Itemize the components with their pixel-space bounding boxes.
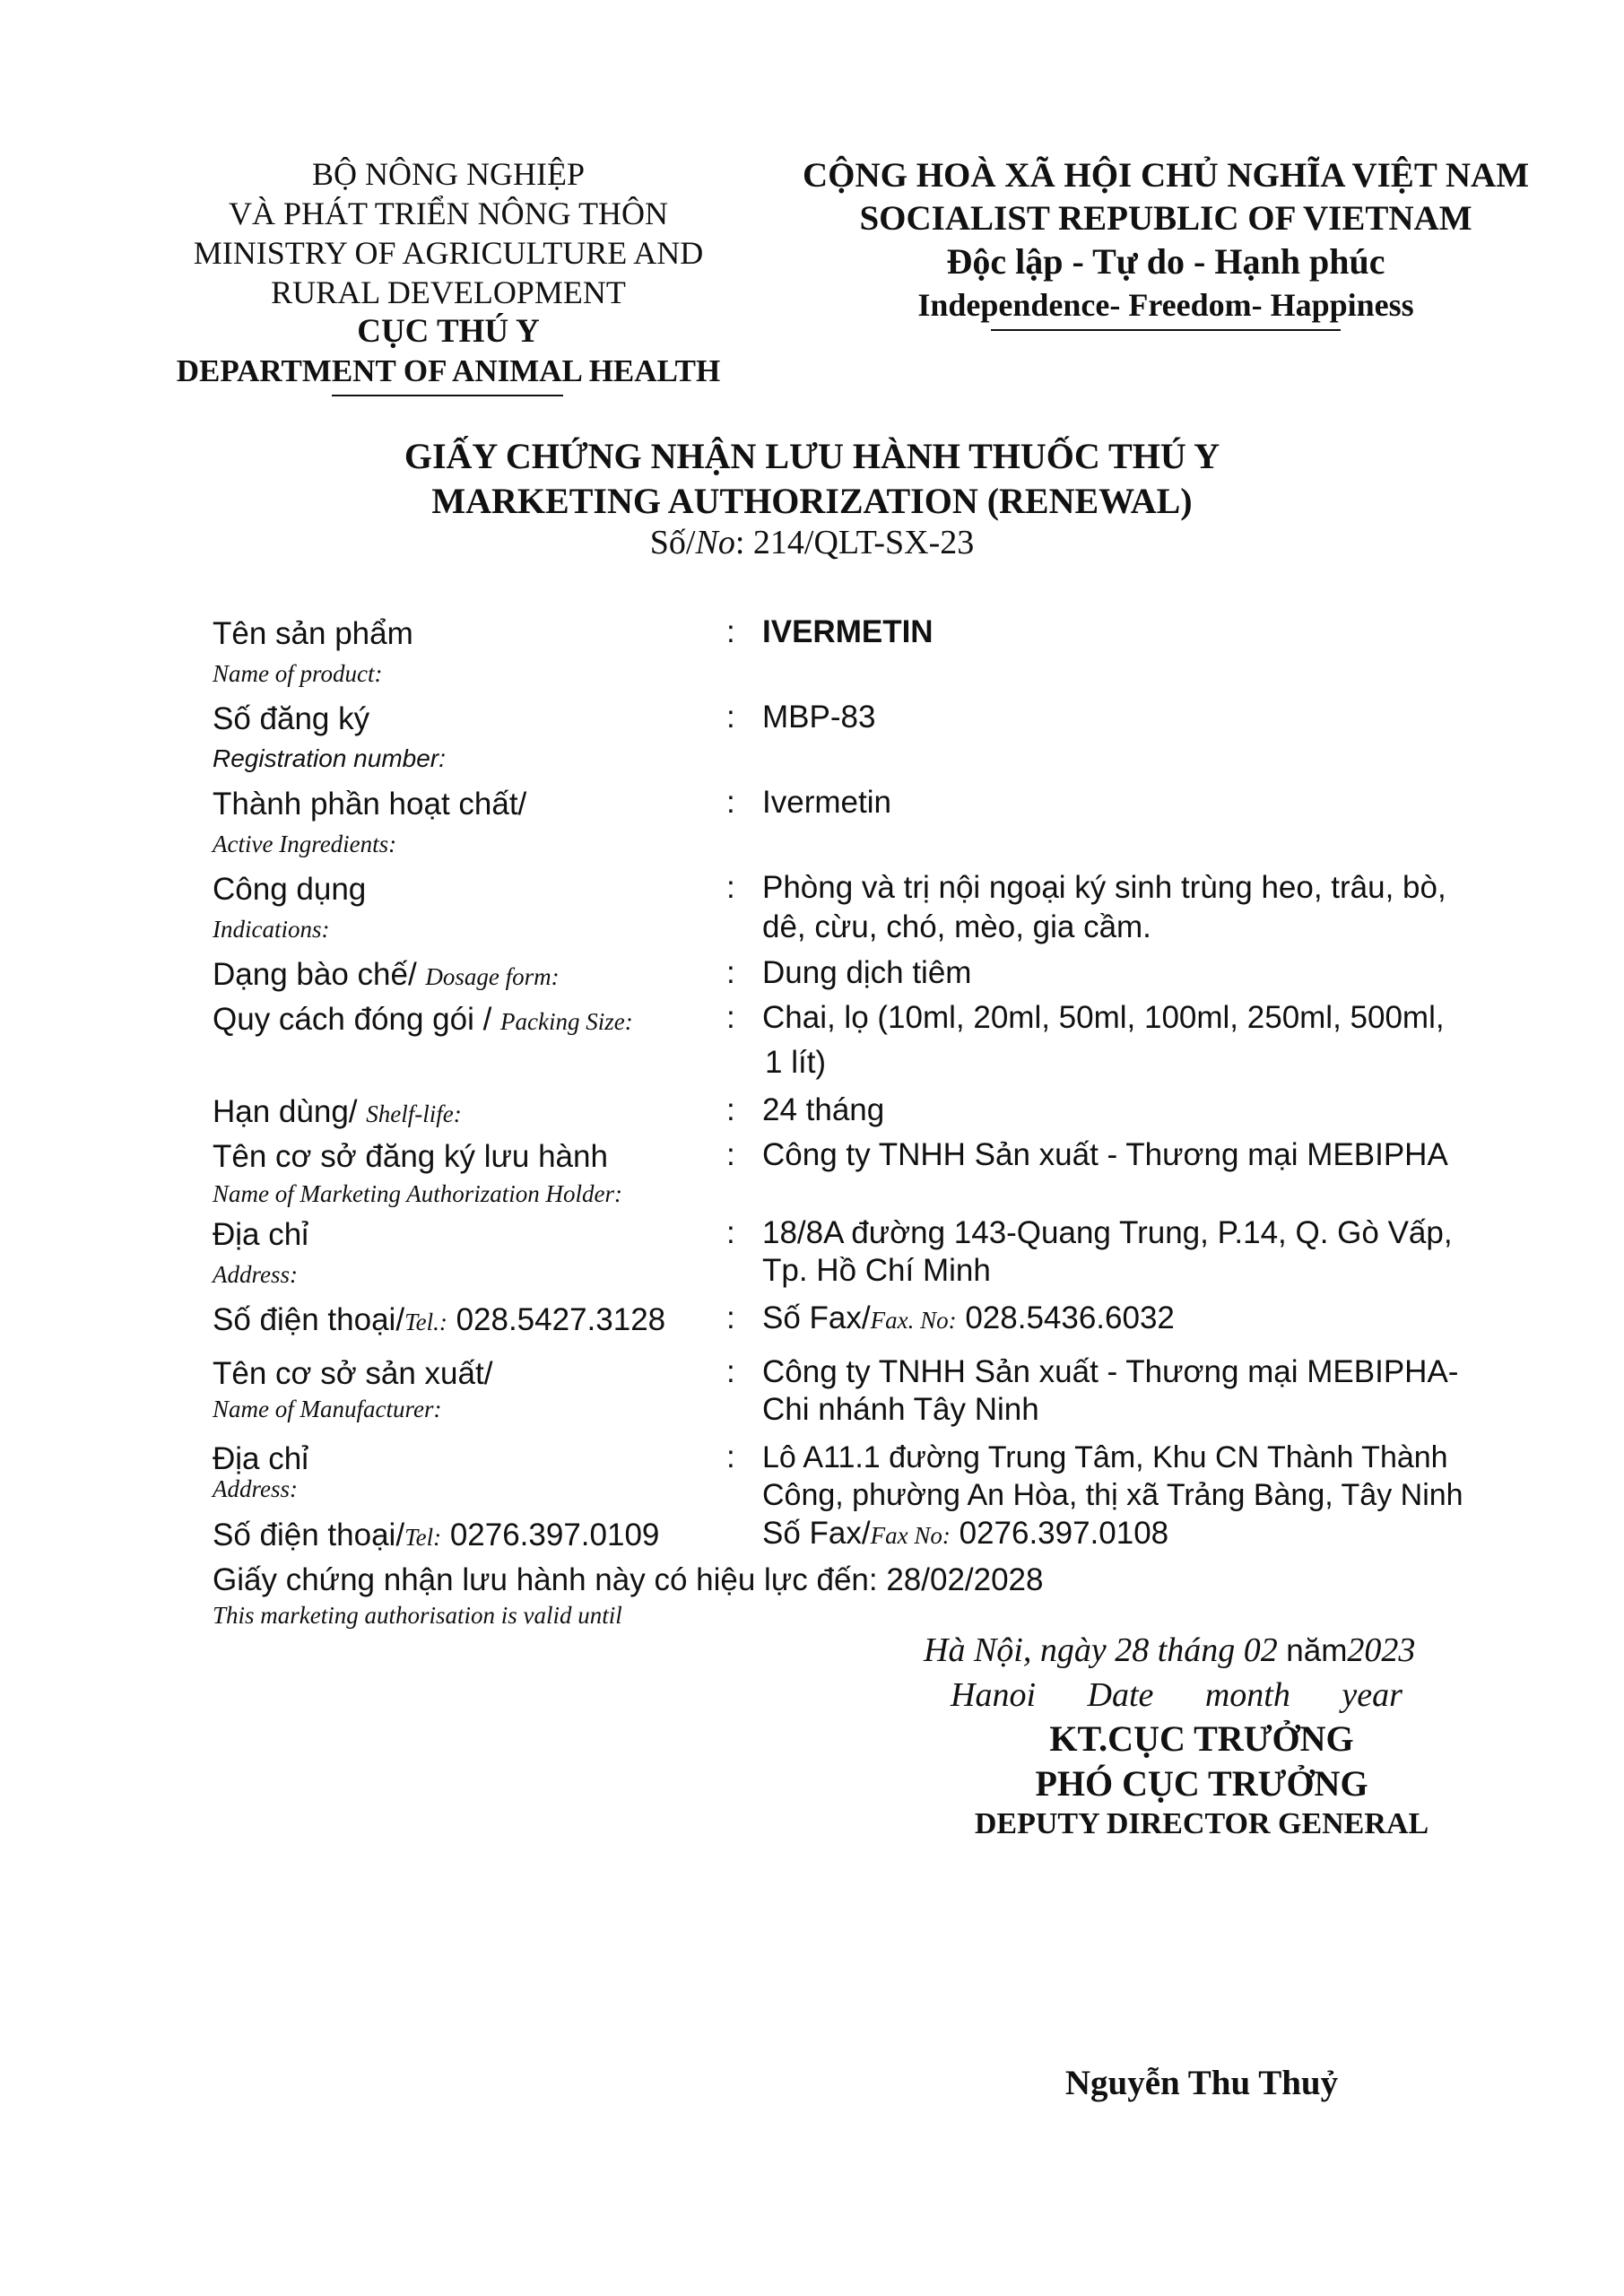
issue-date-en: Hanoi Date month year xyxy=(951,1676,1403,1714)
packing-size-value: Chai, lọ (10ml, 20ml, 50ml, 100ml, 250ml, 500ml, 1 lít) xyxy=(762,1000,1445,1080)
manufacturer-label: Tên cơ sở sản xuất/ xyxy=(213,1356,493,1391)
colon: : xyxy=(726,1000,735,1035)
holder-fax: Số Fax/Fax. No: 028.5436.6032 xyxy=(762,1300,1175,1335)
colon: : xyxy=(726,1300,735,1335)
indications-label-en: Indications: xyxy=(213,916,330,943)
holder-address-label: Địa chỉ xyxy=(213,1217,308,1252)
product-label-en: Name of product: xyxy=(213,660,383,687)
indications-label: Công dụng xyxy=(213,872,367,907)
indications-value: Phòng và trị nội ngoại ký sinh trùng heo, trâu, bò, dê, cừu, chó, mèo, gia cầm. xyxy=(762,870,1446,944)
shelf-life-label: Hạn dùng/ Shelf-life: xyxy=(213,1094,462,1129)
signature-title-en: DEPUTY DIRECTOR GENERAL xyxy=(974,1807,1429,1840)
country-vi: CỘNG HOÀ XÃ HỘI CHỦ NGHĨA VIỆT NAM xyxy=(802,156,1530,195)
issuer-block xyxy=(143,154,753,391)
registration-value: MBP-83 xyxy=(762,700,876,735)
colon: : xyxy=(726,1092,735,1127)
title-vi: GIẤY CHỨNG NHẬN LƯU HÀNH THUỐC THÚ Y xyxy=(404,436,1220,476)
manufacturer-label-en: Name of Manufacturer: xyxy=(213,1396,442,1422)
colon: : xyxy=(726,700,735,735)
manufacturer-address-value: Lô A11.1 đường Trung Tâm, Khu CN Thành Thành Công, phường An Hòa, thị xã Trảng Bàng, Tây Ninh xyxy=(762,1440,1463,1512)
motto-vi: Độc lập - Tự do - Hạnh phúc xyxy=(946,241,1385,282)
product-label: Tên sản phẩm xyxy=(213,616,413,651)
holder-label-en: Name of Marketing Authorization Holder: xyxy=(213,1180,622,1207)
ministry-vi-1: BỘ NÔNG NGHIỆP xyxy=(312,156,585,192)
active-ingredients-value: Ivermetin xyxy=(762,785,891,820)
motto-en: Independence- Freedom- Happiness xyxy=(917,287,1414,323)
department-en: DEPARTMENT OF ANIMAL HEALTH xyxy=(176,353,721,388)
active-ingredients-label-en: Active Ingredients: xyxy=(213,831,397,857)
manufacturer-address-label-en: Address: xyxy=(213,1475,298,1502)
validity-statement: Giấy chứng nhận lưu hành này có hiệu lực đến: 28/02/2028 xyxy=(213,1562,1044,1597)
title-en: MARKETING AUTHORIZATION (RENEWAL) xyxy=(431,481,1193,521)
dosage-form-value: Dung dịch tiêm xyxy=(762,955,972,990)
ministry-en-1: MINISTRY OF AGRICULTURE AND xyxy=(193,235,704,271)
holder-phone: Số điện thoại/Tel.: 028.5427.3128 xyxy=(213,1302,666,1337)
manufacturer-fax: Số Fax/Fax No: 0276.397.0108 xyxy=(762,1516,1169,1551)
product-value: IVERMETIN xyxy=(762,614,934,649)
holder-label: Tên cơ sở đăng ký lưu hành xyxy=(213,1139,608,1174)
authorization-number: Số/No: 214/QLT-SX-23 xyxy=(649,524,975,561)
colon: : xyxy=(726,1439,735,1474)
signature-title-1: KT.CỤC TRƯỞNG xyxy=(1049,1718,1354,1759)
country-en: SOCIALIST REPUBLIC OF VIETNAM xyxy=(859,199,1472,238)
holder-address-label-en: Address: xyxy=(213,1261,298,1288)
colon: : xyxy=(726,1137,735,1172)
colon: : xyxy=(726,955,735,990)
colon: : xyxy=(726,1354,735,1389)
colon: : xyxy=(726,1215,735,1250)
department-vi: CỤC THÚ Y xyxy=(357,313,540,350)
dosage-form-label: Dạng bào chế/ Dosage form: xyxy=(213,957,560,992)
ministry-en-2: RURAL DEVELOPMENT xyxy=(271,274,626,310)
validity-statement-en: This marketing authorisation is valid until xyxy=(213,1602,622,1629)
issuer-underline xyxy=(332,395,563,396)
holder-address-value: 18/8A đường 143-Quang Trung, P.14, Q. Gò Vấp, Tp. Hồ Chí Minh xyxy=(762,1215,1453,1288)
active-ingredients-label: Thành phần hoạt chất/ xyxy=(213,787,527,822)
manufacturer-phone: Số điện thoại/Tel: 0276.397.0109 xyxy=(213,1518,660,1552)
motto-underline xyxy=(991,329,1341,331)
colon: : xyxy=(726,870,735,905)
packing-size-label: Quy cách đóng gói / Packing Size: xyxy=(213,1002,633,1037)
signature-title-2: PHÓ CỤC TRƯỞNG xyxy=(1035,1763,1368,1804)
signer-name: Nguyễn Thu Thuỷ xyxy=(1064,2064,1339,2102)
colon: : xyxy=(726,785,735,820)
manufacturer-value: Công ty TNHH Sản xuất - Thương mại MEBIPHA- Chi nhánh Tây Ninh xyxy=(762,1354,1459,1427)
shelf-life-value: 24 tháng xyxy=(762,1092,885,1127)
ministry-vi-2: VÀ PHÁT TRIỂN NÔNG THÔN xyxy=(228,196,668,231)
registration-label: Số đăng ký xyxy=(213,701,370,736)
country-block xyxy=(771,154,1560,326)
manufacturer-address-label: Địa chỉ xyxy=(213,1441,308,1476)
holder-value: Công ty TNHH Sản xuất - Thương mại MEBIPHA xyxy=(762,1137,1448,1172)
registration-label-en: Registration number: xyxy=(213,744,446,772)
issue-date: Hà Nội, ngày 28 tháng 02 năm2023 xyxy=(924,1631,1416,1669)
colon: : xyxy=(726,614,735,649)
